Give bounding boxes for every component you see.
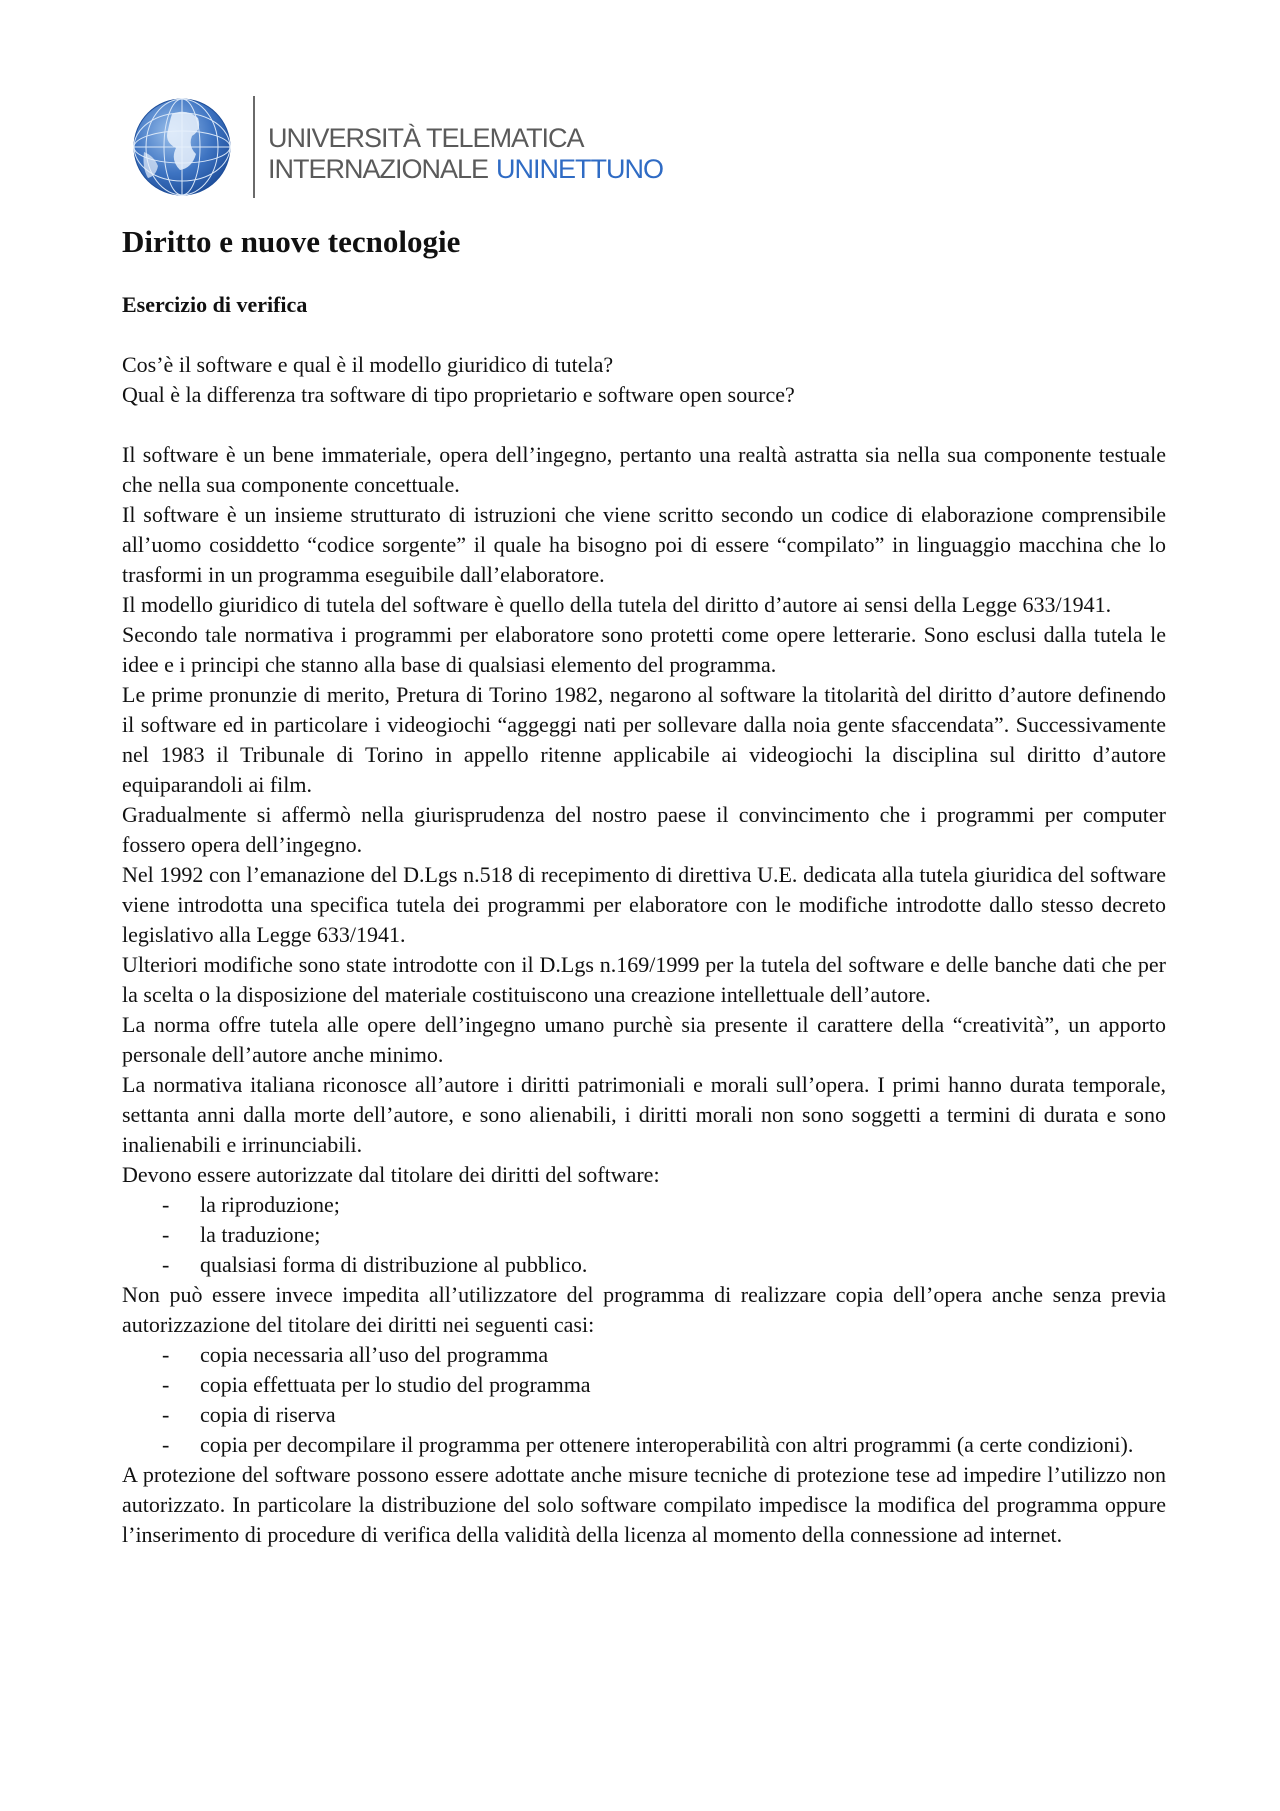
question: Qual è la differenza tra software di tipo proprietario e software open source?	[122, 382, 795, 407]
document-body	[122, 214, 1166, 1550]
uninettuno-logo-graphic	[128, 92, 688, 208]
list-item: - copia effettuata per lo studio del programma	[122, 1370, 1166, 1400]
list-item: - la riproduzione;	[122, 1190, 1166, 1220]
paragraph: Secondo tale normativa i programmi per elaboratore sono protetti come opere letterarie. Sono esclusi dalla tutela le idee e i principi che stanno alla base di qualsiasi elemento del programma.	[122, 622, 1166, 677]
globe-icon	[134, 99, 230, 195]
dash-bullet: -	[162, 1432, 170, 1457]
logo-line1: UNIVERSITÀ TELEMATICA	[268, 123, 584, 153]
question: Cos’è il software e qual è il modello giuridico di tutela?	[122, 352, 614, 377]
paragraph: Devono essere autorizzate dal titolare dei diritti del software:	[122, 1162, 660, 1187]
paragraph: Non può essere invece impedita all’utilizzatore del programma di realizzare copia dell’opera anche senza previa autorizzazione del titolare dei diritti nei seguenti casi:	[122, 1282, 1166, 1337]
list-item: - copia per decompilare il programma per ottenere interoperabilità con altri programmi (a certe condizioni).	[122, 1430, 1166, 1460]
paragraph: Il software è un insieme strutturato di istruzioni che viene scritto secondo un codice di elaborazione comprensibile all’uomo cosiddetto “codice sorgente” il quale ha bisogno poi di essere “compilato” in linguaggio macchina che lo trasformi in un programma eseguibile dall’elaboratore.	[122, 502, 1166, 587]
paragraph: Nel 1992 con l’emanazione del D.Lgs n.518 di recepimento di direttiva U.E. dedicata alla tutela giuridica del software viene introdotta una specifica tutela dei programmi per elaboratore con le modifiche introdotte dallo stesso decreto legislativo alla Legge 633/1941.	[122, 862, 1166, 947]
list-item: - copia necessaria all’uso del programma	[122, 1340, 1166, 1370]
paragraph: La normativa italiana riconosce all’autore i diritti patrimoniali e morali sull’opera. I primi hanno durata temporale, settanta anni dalla morte dell’autore, e sono alienabili, i diritti morali non sono soggetti a termini di durata e sono inalienabili e irrinunciabili.	[122, 1072, 1166, 1157]
dash-bullet: -	[162, 1402, 170, 1427]
logo-line2	[268, 154, 663, 184]
paragraph: A protezione del software possono essere adottate anche misure tecniche di protezione tese ad impedire l’utilizzo non autorizzato. In particolare la distribuzione del solo software compilato impedisce la modifica del programma oppure l’inserimento di procedure di verifica della validità della licenza al momento della connessione ad internet.	[122, 1462, 1166, 1547]
paragraph: Il software è un bene immateriale, opera dell’ingegno, pertanto una realtà astratta sia nella sua componente testuale che nella sua componente concettuale.	[122, 442, 1166, 497]
paragraph: Il modello giuridico di tutela del software è quello della tutela del diritto d’autore ai sensi della Legge 633/1941.	[122, 592, 1112, 617]
paragraph: La norma offre tutela alle opere dell’ingegno umano purchè sia presente il carattere della “creatività”, un apporto personale dell’autore anche minimo.	[122, 1012, 1166, 1067]
logo-line2-b: UNINETTUNO	[496, 154, 664, 184]
answer-text	[122, 440, 1166, 1550]
dash-bullet: -	[162, 1342, 170, 1367]
document-subtitle: Esercizio di verifica	[122, 292, 308, 317]
dash-bullet: -	[162, 1372, 170, 1397]
authorized-actions-list	[122, 1190, 1166, 1280]
logo-line2-a: INTERNAZIONALE	[268, 154, 489, 184]
paragraph: Ulteriori modifiche sono state introdotte con il D.Lgs n.169/1999 per la tutela del software e delle banche dati che per la scelta o la disposizione del materiale costituiscono una creazione intellettuale dell’autore.	[122, 952, 1166, 1007]
list-item: - qualsiasi forma di distribuzione al pubblico.	[122, 1250, 1166, 1280]
paragraph: Gradualmente si affermò nella giurisprudenza del nostro paese il convincimento che i programmi per computer fossero opera dell’ingegno.	[122, 802, 1166, 857]
questions-block	[122, 350, 1166, 410]
list-item: - copia di riserva	[122, 1400, 1166, 1430]
dash-bullet: -	[162, 1252, 170, 1277]
university-logo	[128, 92, 688, 208]
list-item: - la traduzione;	[122, 1220, 1166, 1250]
permitted-copies-list	[122, 1340, 1166, 1460]
dash-bullet: -	[162, 1192, 170, 1217]
document-title: Diritto e nuove tecnologie	[122, 224, 461, 259]
dash-bullet: -	[162, 1222, 170, 1247]
paragraph: Le prime pronunzie di merito, Pretura di Torino 1982, negarono al software la titolarità del diritto d’autore definendo il software ed in particolare i videogiochi “aggeggi nati per sollevare dalla noia gente sfaccendata”. Successivamente nel 1983 il Tribunale di Torino in appello ritenne applicabile ai videogiochi la disciplina sul diritto d’autore equiparandoli ai film.	[122, 682, 1166, 797]
